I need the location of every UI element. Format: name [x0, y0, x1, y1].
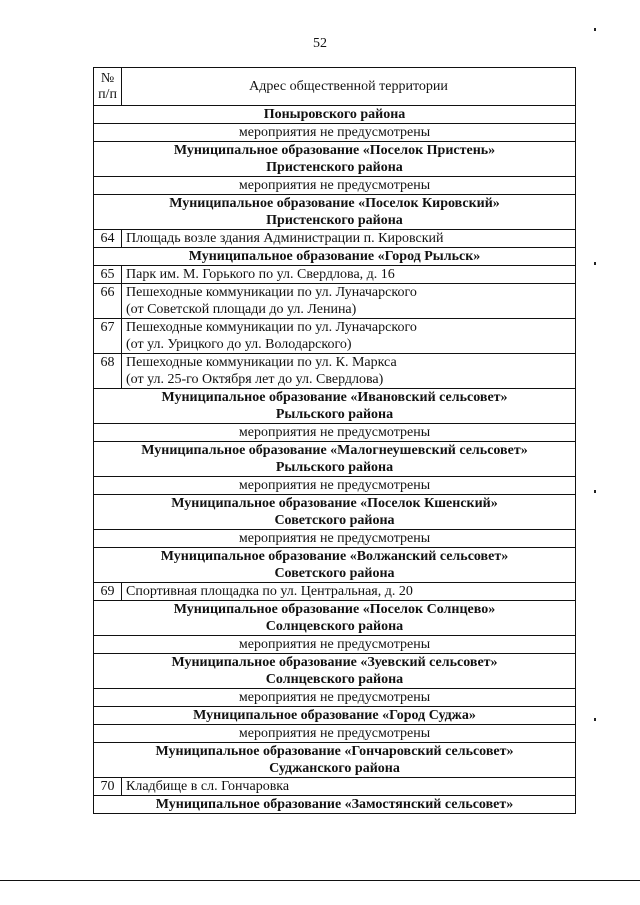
territory-row	[94, 266, 576, 284]
no-measures-note: мероприятия не предусмотрены	[94, 424, 576, 442]
municipality-heading-row	[94, 601, 576, 636]
municipality-heading-row	[94, 142, 576, 177]
municipality-heading: Поныровского района	[94, 106, 576, 124]
territory-row	[94, 284, 576, 319]
municipality-heading: Муниципальное образование «Замостянский сельсовет»	[94, 796, 576, 814]
no-measures-row	[94, 636, 576, 654]
table-body	[94, 106, 576, 814]
no-measures-row	[94, 530, 576, 548]
territory-row	[94, 778, 576, 796]
municipality-heading: Муниципальное образование «Поселок Пристень» Пристенского района	[94, 142, 576, 177]
number-column-header	[94, 68, 122, 106]
municipality-heading-row	[94, 389, 576, 424]
public-territories-table	[93, 67, 576, 814]
row-number: 68	[94, 354, 122, 389]
territory-address: Пешеходные коммуникации по ул. Луначарского (от ул. Урицкого до ул. Володарского)	[122, 319, 576, 354]
row-number: 67	[94, 319, 122, 354]
no-measures-row	[94, 689, 576, 707]
no-measures-note: мероприятия не предусмотрены	[94, 477, 576, 495]
no-measures-row	[94, 725, 576, 743]
municipality-heading: Муниципальное образование «Волжанский сельсовет» Советского района	[94, 548, 576, 583]
municipality-heading: Муниципальное образование «Поселок Кшенский» Советского района	[94, 495, 576, 530]
municipality-heading: Муниципальное образование «Поселок Солнцево» Солнцевского района	[94, 601, 576, 636]
no-measures-row	[94, 477, 576, 495]
no-measures-note: мероприятия не предусмотрены	[94, 530, 576, 548]
municipality-heading: Муниципальное образование «Город Рыльск»	[94, 248, 576, 266]
no-measures-note: мероприятия не предусмотрены	[94, 725, 576, 743]
municipality-heading: Муниципальное образование «Город Суджа»	[94, 707, 576, 725]
row-number: 69	[94, 583, 122, 601]
municipality-heading-row	[94, 248, 576, 266]
scan-speck	[594, 28, 596, 31]
no-measures-note: мероприятия не предусмотрены	[94, 636, 576, 654]
no-measures-note: мероприятия не предусмотрены	[94, 124, 576, 142]
row-number: 64	[94, 230, 122, 248]
municipality-heading-row	[94, 195, 576, 230]
territory-address: Площадь возле здания Администрации п. Кировский	[122, 230, 576, 248]
municipality-heading-row	[94, 707, 576, 725]
territory-row	[94, 583, 576, 601]
no-measures-row	[94, 424, 576, 442]
municipality-heading-row	[94, 743, 576, 778]
territory-row	[94, 230, 576, 248]
territory-address: Пешеходные коммуникации по ул. К. Маркса (от ул. 25-го Октября лет до ул. Свердлова)	[122, 354, 576, 389]
page-bottom-rule	[0, 880, 640, 881]
scan-speck	[594, 262, 596, 265]
address-column-header: Адрес общественной территории	[122, 68, 576, 106]
municipality-heading: Муниципальное образование «Гончаровский сельсовет» Суджанского района	[94, 743, 576, 778]
no-measures-note: мероприятия не предусмотрены	[94, 689, 576, 707]
municipality-heading-row	[94, 442, 576, 477]
scan-speck	[594, 490, 596, 493]
no-measures-row	[94, 177, 576, 195]
no-measures-note: мероприятия не предусмотрены	[94, 177, 576, 195]
municipality-heading-row	[94, 796, 576, 814]
table-header-row	[94, 68, 576, 106]
page-number: 52	[313, 36, 327, 51]
row-number: 70	[94, 778, 122, 796]
municipality-heading-row	[94, 106, 576, 124]
number-column-header-label: № п/п	[98, 70, 117, 102]
no-measures-row	[94, 124, 576, 142]
row-number: 66	[94, 284, 122, 319]
municipality-heading: Муниципальное образование «Зуевский сельсовет» Солнцевского района	[94, 654, 576, 689]
municipality-heading-row	[94, 654, 576, 689]
territory-row	[94, 354, 576, 389]
territory-row	[94, 319, 576, 354]
municipality-heading: Муниципальное образование «Ивановский сельсовет» Рыльского района	[94, 389, 576, 424]
municipality-heading-row	[94, 495, 576, 530]
territory-address: Парк им. М. Горького по ул. Свердлова, д. 16	[122, 266, 576, 284]
row-number: 65	[94, 266, 122, 284]
scan-speck	[594, 718, 596, 721]
territory-address: Спортивная площадка по ул. Центральная, д. 20	[122, 583, 576, 601]
territory-address: Кладбище в сл. Гончаровка	[122, 778, 576, 796]
municipality-heading: Муниципальное образование «Поселок Кировский» Пристенского района	[94, 195, 576, 230]
municipality-heading-row	[94, 548, 576, 583]
municipality-heading: Муниципальное образование «Малогнеушевский сельсовет» Рыльского района	[94, 442, 576, 477]
territory-address: Пешеходные коммуникации по ул. Луначарского (от Советской площади до ул. Ленина)	[122, 284, 576, 319]
